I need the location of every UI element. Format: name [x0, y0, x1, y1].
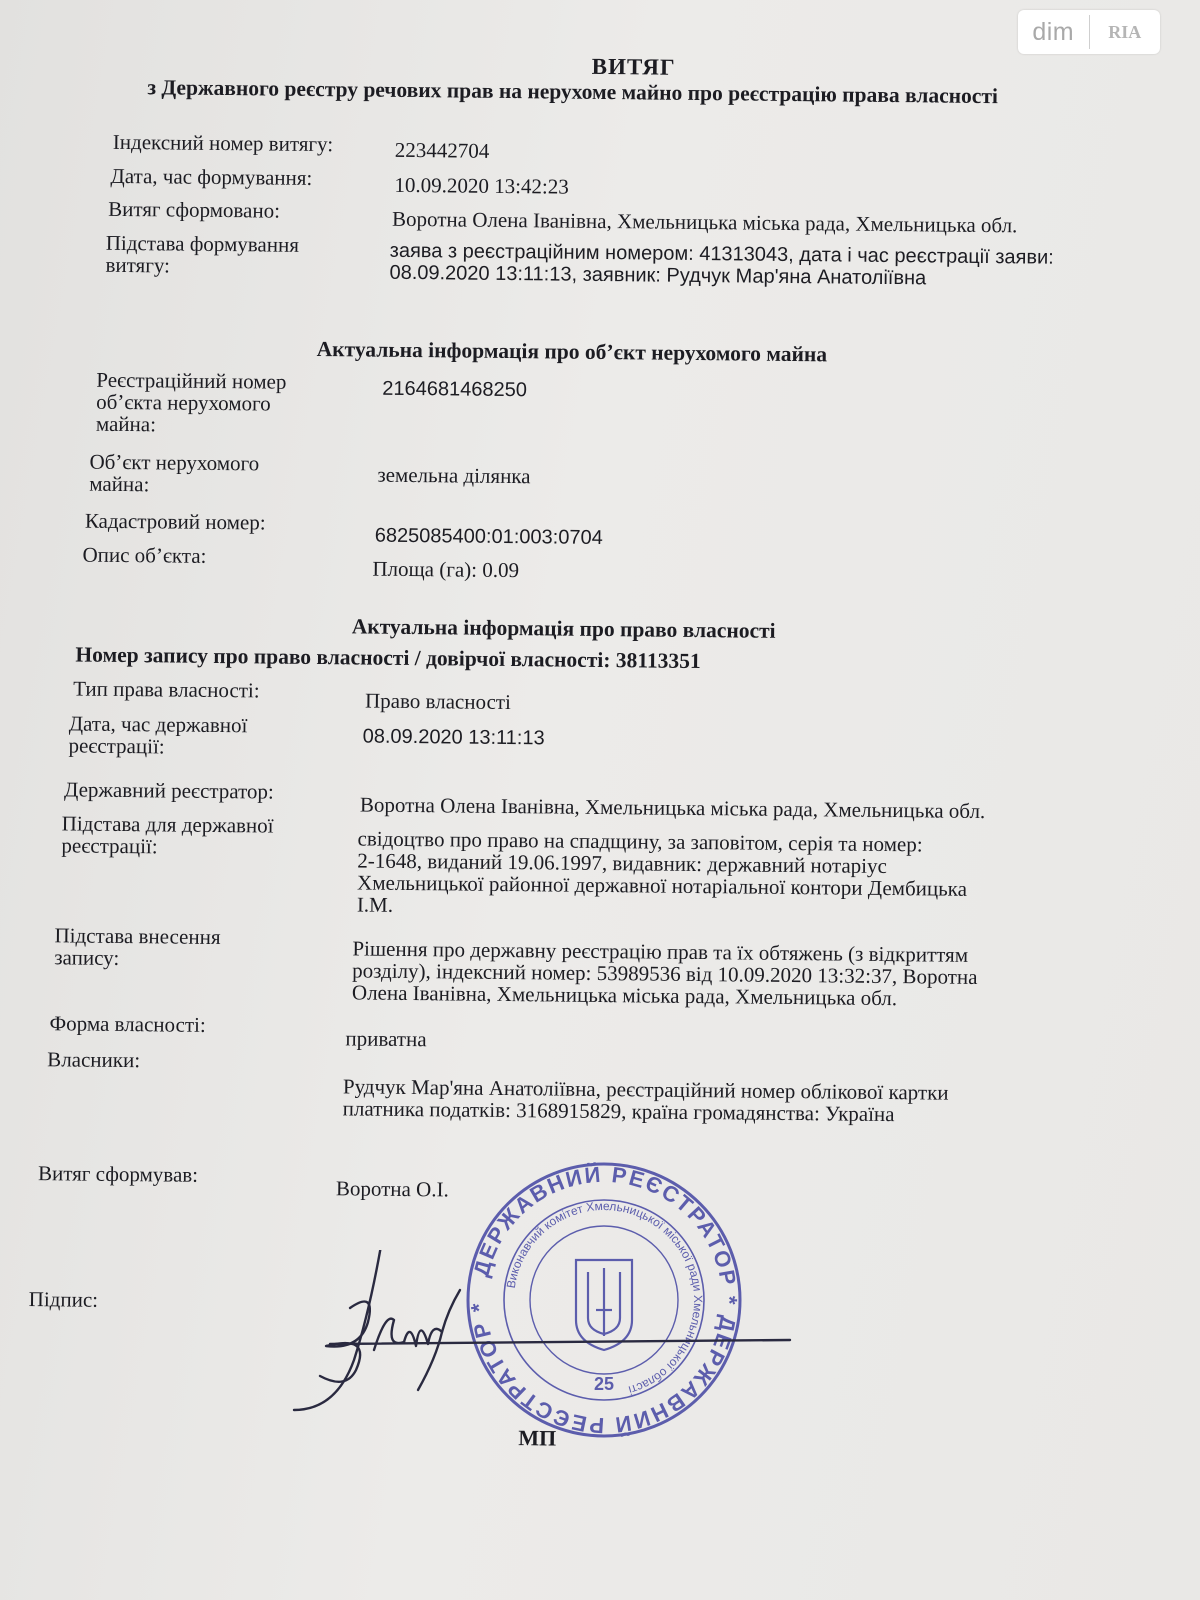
- stamp-inner-text: Виконавчий комітет Хмельницької міської ради Хмельницької області: [503, 1198, 706, 1398]
- ownership-type-value: Право власності: [364, 688, 512, 715]
- registrar-value: Воротна Олена Іванівна, Хмельницька міська рада, Хмельницька обл.: [359, 792, 986, 824]
- extract-formed-label: Витяг сформовано:: [108, 196, 281, 223]
- entry-basis-label: Підстава внесення запису:: [54, 923, 221, 970]
- document-subtitle: з Державного реєстру речових прав на нерухоме майно про реєстрацію права власності: [147, 75, 999, 109]
- extract-formed-value: Воротна Олена Іванівна, Хмельницька міська рада, Хмельницька обл.: [391, 206, 1018, 238]
- owners-value: Рудчук Мар'яна Анатоліївна, реєстраційний номер облікової картки платника податків: 3168915829, країна громадянства: Україна: [342, 1074, 949, 1127]
- extract-datetime-value: 10.09.2020 13:42:23: [394, 172, 569, 199]
- mp-mark: МП: [518, 1425, 557, 1451]
- registration-date-value: 08.09.2020 13:11:13: [362, 725, 545, 750]
- extract-datetime-label: Дата, час формування:: [110, 163, 313, 190]
- watermark-ria: RIA: [1108, 21, 1142, 42]
- owners-label: Власники:: [47, 1047, 141, 1073]
- extract-index-value: 223442704: [394, 137, 490, 163]
- object-section-heading: Актуальна інформація про об’єкт нерухомого майна: [316, 337, 828, 367]
- signature-label: Підпис:: [28, 1287, 99, 1312]
- extract-basis-label: Підстава формування витягу:: [105, 230, 300, 278]
- ownership-form-value: приватна: [345, 1026, 427, 1052]
- formed-by-label: Витяг сформував:: [37, 1161, 199, 1187]
- cadastral-label: Кадастровий номер:: [84, 508, 266, 535]
- extract-index-label: Індексний номер витягу:: [112, 129, 334, 157]
- formed-by-value: Воротна О.І.: [335, 1176, 449, 1202]
- stamp-number: 25: [593, 1374, 615, 1394]
- cadastral-value: 6825085400:01:003:0704: [374, 524, 603, 550]
- object-reg-label: Реєстраційний номер об’єкта нерухомого майна:: [95, 367, 287, 437]
- ownership-form-label: Форма власності:: [49, 1011, 206, 1037]
- entry-basis-value: Рішення про державну реєстрацію прав та їх обтяжень (з відкриттям розділу), індексний номер: 53989536 від 10.09.2020 13:32:37, Воротна Олена Іванівна, Хмельницька міська рада, Хмельницька обл.: [351, 936, 978, 1011]
- ownership-record-heading: Номер запису про право власності / довірчої власності: 38113351: [75, 642, 701, 674]
- handwritten-signature: [290, 1250, 810, 1450]
- document-title: ВИТЯГ: [591, 53, 676, 80]
- registration-basis-value: свідоцтво про право на спадщину, за заповітом, серія та номер: 2-1648, виданий 19.06.1997, видавник: державний нотаріус Хмельницької районної державної нотаріальної контори Дембицька І.М.: [356, 826, 968, 917]
- extract-basis-value: заява з реєстраційним номером: 41313043, дата і час реєстрації заяви: 08.09.2020 13:11:13, заявник: Рудчук Мар'яна Анатоліївна: [389, 239, 1054, 290]
- ownership-type-label: Тип права власності:: [73, 676, 260, 703]
- registration-date-label: Дата, час державної реєстрації:: [68, 711, 248, 759]
- object-type-label: Об’єкт нерухомого майна:: [89, 449, 260, 497]
- registrar-label: Державний реєстратор:: [63, 777, 274, 804]
- registration-basis-label: Підстава для державної реєстрації:: [61, 811, 274, 859]
- stamp-outer-text: ДЕРЖАВНИЙ РЕЄСТРАТОР * ДЕРЖАВНИЙ РЕЄСТРАТОР *: [465, 1161, 743, 1439]
- object-desc-value: Площа (га): 0.09: [372, 556, 520, 583]
- watermark-dim: dim: [1032, 17, 1075, 46]
- object-reg-value: 2164681468250: [382, 377, 528, 402]
- ownership-section-heading: Актуальна інформація про право власності: [351, 614, 776, 643]
- object-desc-label: Опис об’єкта:: [82, 542, 207, 568]
- object-type-value: земельна ділянка: [377, 462, 531, 489]
